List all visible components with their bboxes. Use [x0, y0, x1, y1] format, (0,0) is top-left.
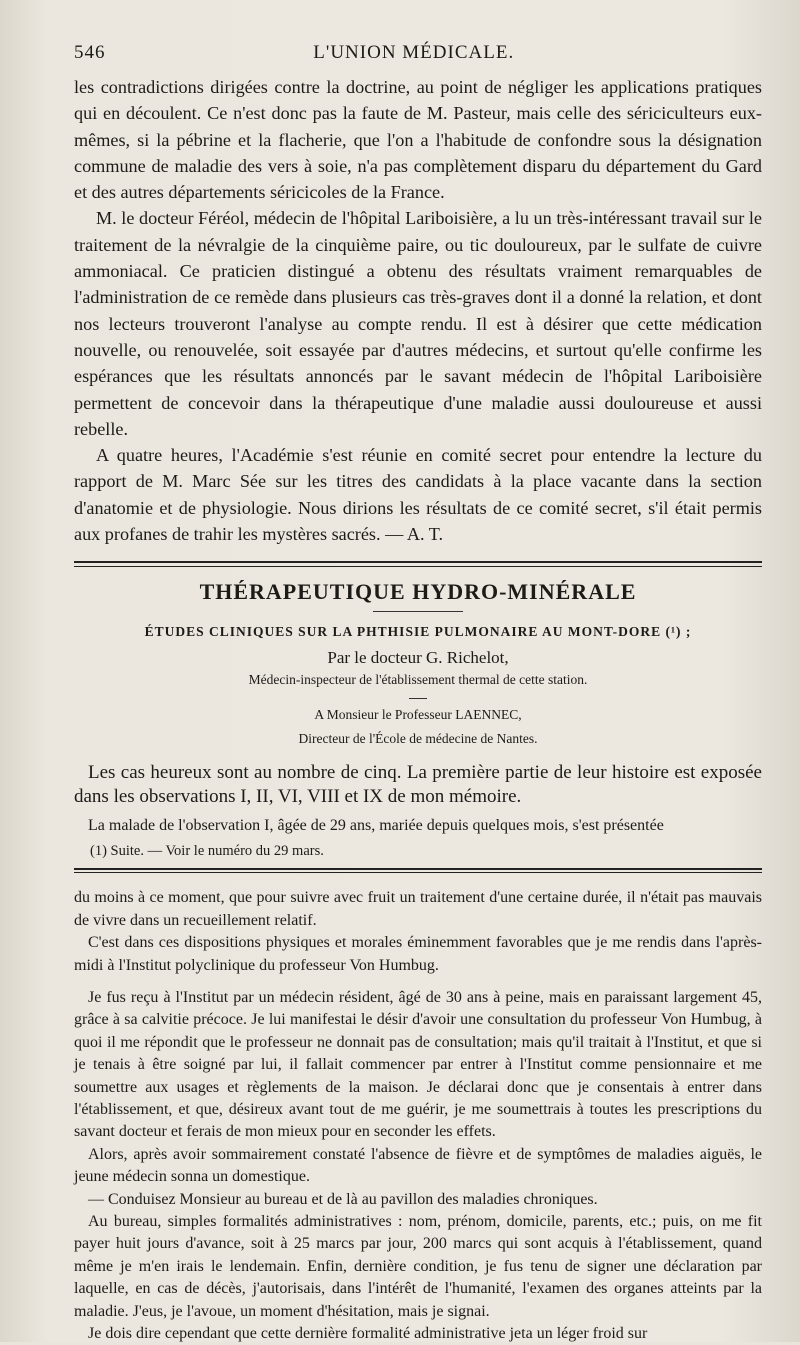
section-title: THÉRAPEUTIQUE HYDRO-MINÉRALE — [199, 579, 637, 605]
dedication-rule — [409, 698, 427, 699]
paragraph: Je dois dire cependant que cette dernière formalité administrative jeta un léger froid sur — [88, 1325, 648, 1343]
paragraph: les contradictions dirigées contre la doctrine, au point de négliger les applications pratiques qui en découlent. Ce n'est donc pas la faute de M. Pasteur, mais celle des sériciculteurs eux-mêmes, si la pébrine et la flacherie, que l'on a l'habitude de confondre sous la désignation commune de maladie des vers à soie, n'a pas complètement disparu du département du Gard et des autres départements séricicoles de la France. — [74, 77, 762, 203]
academy-report-text — [74, 74, 762, 547]
article-intro — [74, 761, 762, 809]
article-subtitle: ÉTUDES CLINIQUES SUR LA PHTHISIE PULMONAIRE AU MONT-DORE (¹) ; — [144, 624, 692, 640]
dedication: A Monsieur le Professeur LAENNEC, — [314, 707, 522, 723]
paragraph: M. le docteur Féréol, médecin de l'hôpital Lariboisière, a lu un très-intéressant travail sur le traitement de la névralgie de la cinquième paire, ou tic douloureux, par le sulfate de cuivre ammoniacal. Ce praticien distingué a obtenu des résultats vraiment remarquables de l'administration de ce remède dans plusieurs cas très-graves dont il a donné la relation, et dont nos lecteurs trouveront l'analyse au compte rendu. Il est à désirer que cette médication nouvelle, ou renouvelée, soit essayée par d'autres médecins, et surtout qu'elle confirme les espérances que les résultats annoncés par le savant médecin de l'hôpital Lariboisière permettent de concevoir dans la thérapeutique d'une maladie aussi douloureuse et aussi rebelle. — [74, 208, 762, 439]
title-rule — [373, 611, 463, 612]
page-number: 546 — [74, 42, 106, 63]
paragraph: Au bureau, simples formalités administratives : nom, prénom, domicile, parents, etc.; puis, on me fit payer huit jours d'avance, soit à 25 marcs par jour, 200 marcs qui sont acquis à l'établissement, quand même je m'en irais le lendemain. Enfin, dernière condition, je fus tenu de signer une déclaration par laquelle, en cas de décès, j'autorisais, dans l'intérêt de l'humanité, l'examen des organes atteints par la maladie. J'eus, je l'avoue, un moment d'hésitation, mais je signai. — [74, 1213, 762, 1320]
running-head — [74, 42, 762, 64]
section-divider — [74, 561, 762, 567]
observation-text: La malade de l'observation I, âgée de 29 ans, mariée depuis quelques mois, s'est présentée — [88, 817, 664, 835]
dedication-role: Directeur de l'École de médecine de Nantes. — [298, 731, 538, 747]
feuilleton-divider — [74, 868, 762, 873]
paragraph: du moins à ce moment, que pour suivre avec fruit un traitement d'une certaine durée, il n'était pas mauvais de vivre dans un recueillement relatif. — [74, 889, 762, 929]
paragraph: Alors, après avoir sommairement constaté l'absence de fièvre et de symptômes de maladies aiguës, le jeune médecin sonna un domestique. — [74, 1145, 762, 1186]
paragraph: C'est dans ces dispositions physiques et morales éminemment favorables que je me rendis dans l'après-midi à l'Institut polyclinique du professeur Von Humbug. — [74, 934, 762, 974]
footnote: (1) Suite. — Voir le numéro du 29 mars. — [90, 843, 324, 860]
paragraph: A quatre heures, l'Académie s'est réunie en comité secret pour entendre la lecture du rapport de M. Marc Sée sur les titres des candidats à la place vacante dans la section d'anatomie et de physiologie. Nous dirions les résultats de ce comité secret, s'il était permis aux profanes de trahir les mystères sacrés. — A. T. — [74, 445, 762, 545]
author-role: Médecin-inspecteur de l'établissement thermal de cette station. — [248, 672, 588, 688]
paragraph: Les cas heureux sont au nombre de cinq. La première partie de leur histoire est exposée dans les observations I, II, VI, VIII et IX de mon mémoire. — [74, 762, 762, 808]
paragraph: Je fus reçu à l'Institut par un médecin résident, âgé de 30 ans à peine, mais en paraissant largement 45, grâce à sa calvitie précoce. Je lui manifestai le désir d'avoir une consultation du professeur Von Humbug, à quoi il me répondit que le professeur ne donnait pas de consultation; mais qu'il traitait à l'Institut, et que si je tenais à être soigné par lui, il fallait commencer par entrer à l'Institut comme pensionnaire et me soumettre aux usages et règlements de la maison. Je déclarai donc que je consentais à entrer dans l'établissement, et que, désireux avant tout de me guérir, je me soumettrais à toutes les prescriptions du savant docteur et ferais de mon mieux pour en seconder les effets. — [74, 988, 762, 1141]
feuilleton-text — [74, 887, 762, 1345]
article-author: Par le docteur G. Richelot, — [327, 648, 509, 668]
paragraph: — Conduisez Monsieur au bureau et de là au pavillon des maladies chroniques. — [88, 1190, 598, 1208]
journal-title: L'UNION MÉDICALE. — [313, 42, 515, 63]
